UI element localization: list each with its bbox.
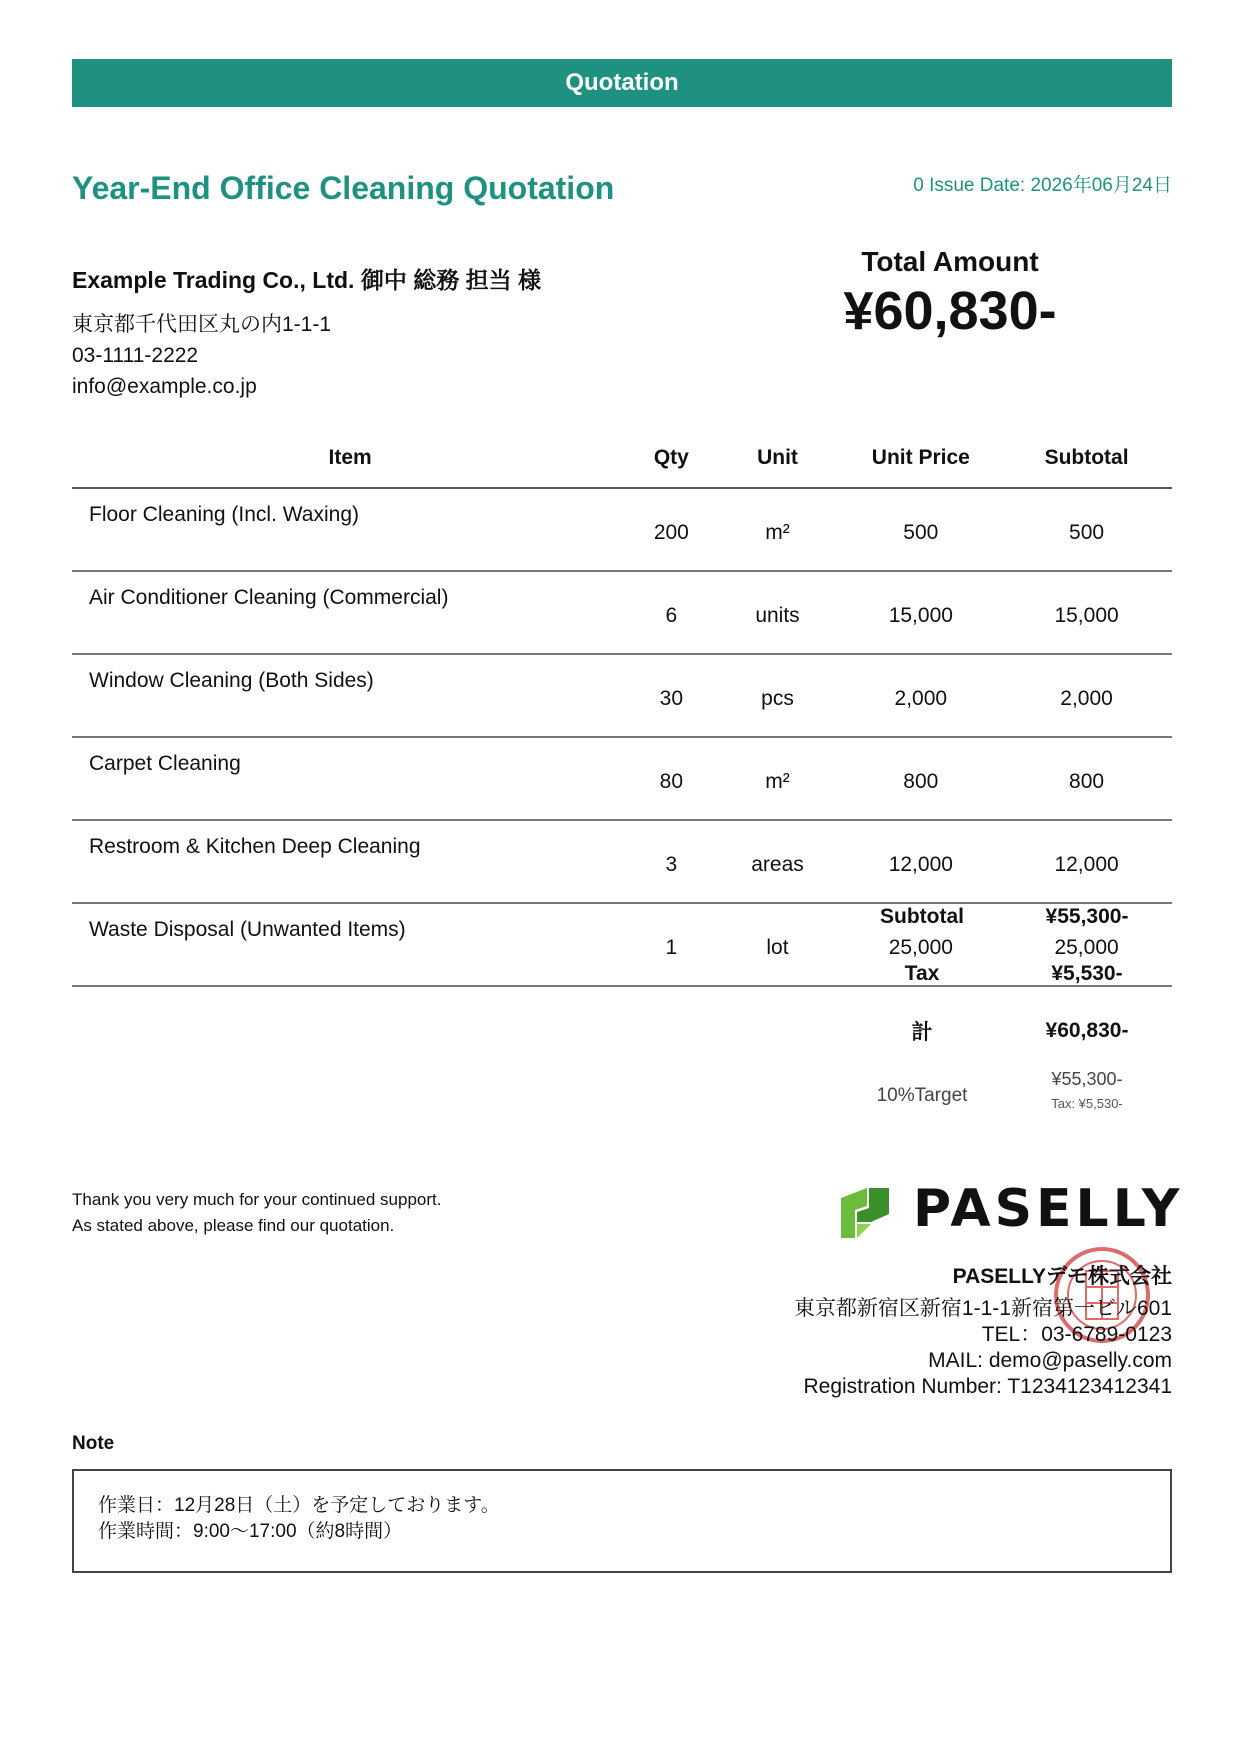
summary-total-label: 計 <box>911 1020 933 1044</box>
table-header-row <box>72 429 1172 488</box>
summary-tax-value: ¥5,530- <box>1051 961 1123 985</box>
row-unit-price: 2,000 <box>840 654 1001 737</box>
thanks-message <box>72 1187 441 1239</box>
note-line-1: 作業日：12月28日（土）を予定しております。 <box>98 1495 500 1516</box>
row-qty: 80 <box>628 737 714 820</box>
row-qty: 3 <box>628 820 714 903</box>
company-address: 東京都新宿区新宿1-1-1新宿第一ビル601 <box>793 1297 1172 1320</box>
summary-subtotal-value: ¥55,300- <box>1045 904 1129 928</box>
row-subtotal: 12,000 <box>1001 820 1172 903</box>
note-label: Note <box>72 1433 115 1454</box>
row-unit-price: 800 <box>840 737 1001 820</box>
row-qty: 1 <box>628 903 714 986</box>
row-unit: areas <box>715 820 841 903</box>
row-unit-price: 12,000 <box>840 820 1001 903</box>
row-unit-price: 500 <box>840 488 1001 571</box>
tax-target-amount: ¥55,300- <box>1051 1069 1123 1089</box>
summary-subtotal-row <box>842 888 1172 945</box>
row-unit: m² <box>715 737 841 820</box>
tax-target-row <box>842 1069 1172 1111</box>
row-item: Restroom & Kitchen Deep Cleaning <box>72 820 628 903</box>
row-item: Floor Cleaning (Incl. Waxing) <box>72 488 628 571</box>
summary-total-row <box>842 1002 1172 1059</box>
issue-date <box>913 170 1172 197</box>
summary-tax-label: Tax <box>904 961 940 985</box>
client-email: info@example.co.jp <box>72 375 257 398</box>
tax-target-tax: Tax: ¥5,530- <box>1051 1096 1123 1111</box>
paselly-logo-icon <box>837 1184 893 1242</box>
total-amount-value: ¥60,830- <box>843 281 1057 341</box>
row-unit: units <box>715 571 841 654</box>
row-subtotal: 15,000 <box>1001 571 1172 654</box>
document-header-title: Quotation <box>565 69 679 96</box>
thanks-line-2: As stated above, please find our quotation. <box>72 1216 395 1235</box>
row-item: Window Cleaning (Both Sides) <box>72 654 628 737</box>
row-subtotal: 2,000 <box>1001 654 1172 737</box>
row-unit: pcs <box>715 654 841 737</box>
table-row <box>72 571 1172 654</box>
tax-target-values <box>1002 1069 1172 1111</box>
summary-total-value: ¥60,830- <box>1045 1018 1129 1042</box>
row-qty: 200 <box>628 488 714 571</box>
header-unit-price: Unit Price <box>840 429 1001 488</box>
note-box <box>72 1469 1172 1573</box>
header-unit: Unit <box>715 429 841 488</box>
table-row <box>72 737 1172 820</box>
tax-target-label: 10%Target <box>876 1085 968 1106</box>
paselly-wordmark: PASELLY <box>913 1179 1184 1239</box>
row-subtotal: 500 <box>1001 488 1172 571</box>
client-address: 東京都千代田区丸の内1-1-1 <box>72 313 332 336</box>
summary-subtotal-label: Subtotal <box>880 904 964 928</box>
row-subtotal: 25,000 <box>1001 903 1172 986</box>
issue-number: 0 <box>913 175 924 196</box>
summary-tax-row <box>842 945 1172 1002</box>
row-unit-price: 15,000 <box>840 571 1001 654</box>
row-item: Waste Disposal (Unwanted Items) <box>72 903 628 986</box>
header-qty: Qty <box>628 429 714 488</box>
issue-date-label: Issue Date: <box>929 175 1026 196</box>
row-item: Carpet Cleaning <box>72 737 628 820</box>
issue-date-value: 2026年06月24日 <box>1030 175 1172 196</box>
thanks-line-1: Thank you very much for your continued support. <box>72 1190 442 1209</box>
company-info <box>794 1260 1172 1400</box>
page <box>72 59 1172 107</box>
header-item: Item <box>72 429 628 488</box>
company-tel: TEL：03-6789-0123 <box>981 1323 1172 1346</box>
client-phone: 03-1111-2222 <box>72 344 199 367</box>
company-logo <box>835 1178 1184 1240</box>
row-unit: lot <box>715 903 841 986</box>
row-unit: m² <box>715 488 841 571</box>
note-line-2: 作業時間：9:00～17:00（約8時間） <box>98 1521 403 1542</box>
row-qty: 6 <box>628 571 714 654</box>
header-subtotal: Subtotal <box>1001 429 1172 488</box>
summary-block <box>842 888 1172 1111</box>
row-qty: 30 <box>628 654 714 737</box>
row-unit-price: 25,000 <box>840 903 1001 986</box>
total-amount-label: Total Amount <box>861 246 1039 277</box>
client-block <box>72 262 541 402</box>
client-name: Example Trading Co., Ltd. 御中 総務 担当 様 <box>72 267 541 293</box>
document-title: Year-End Office Cleaning Quotation <box>72 170 615 206</box>
document-header-bar <box>72 59 1172 107</box>
row-subtotal: 800 <box>1001 737 1172 820</box>
total-amount-block <box>790 246 1110 342</box>
row-item: Air Conditioner Cleaning (Commercial) <box>72 571 628 654</box>
company-registration: Registration Number: T1234123412341 <box>803 1375 1172 1398</box>
table-row <box>72 654 1172 737</box>
company-mail: MAIL: demo@paselly.com <box>928 1349 1172 1372</box>
company-name: PASELLYデモ株式会社 <box>952 1265 1172 1288</box>
table-row <box>72 488 1172 571</box>
